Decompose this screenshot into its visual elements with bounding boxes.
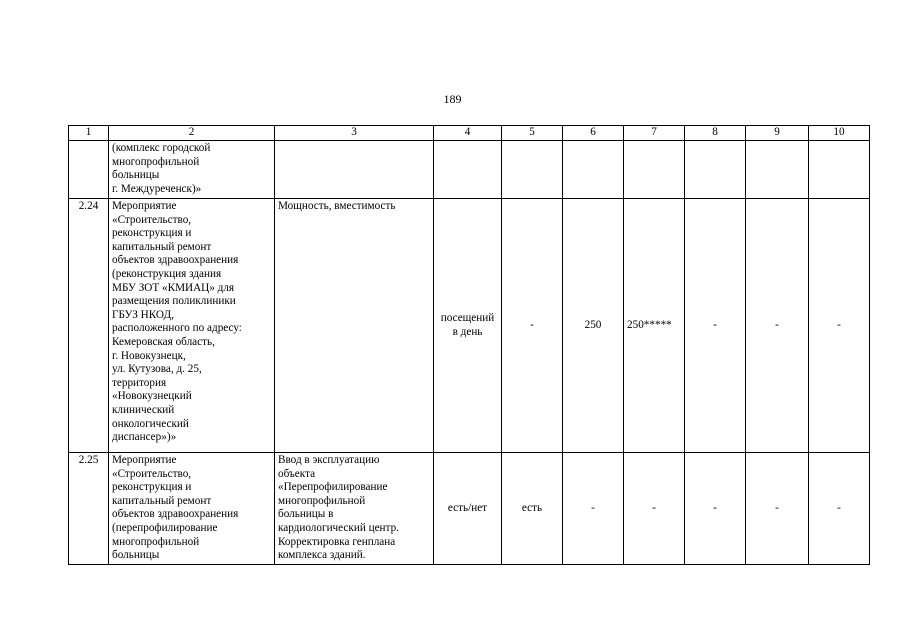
row-number: 2.24 — [69, 199, 109, 453]
value-cell — [809, 141, 870, 199]
value-cell: - — [685, 453, 746, 565]
value-cell: - — [685, 199, 746, 453]
value-cell: - — [502, 199, 563, 453]
value-cell: 250***** — [624, 199, 685, 453]
indicator-name — [275, 141, 434, 199]
indicator-name: Мощность, вместимость — [275, 199, 434, 453]
program-table — [68, 125, 870, 565]
table-row — [69, 199, 870, 453]
value-cell: - — [809, 199, 870, 453]
header-cell: 4 — [434, 126, 502, 141]
header-cell: 1 — [69, 126, 109, 141]
value-cell: 250 — [563, 199, 624, 453]
measure-name: Мероприятие «Строительство, реконструкция и капитальный ремонт объектов здравоохранения (реконструкция здания МБУ ЗОТ «КМИАЦ» для размещения поликлиники ГБУЗ НКОД, расположенного по адресу: Кемеровская область, г. Новокузнецк, ул. Кутузова, д. 25, территория «Новокузнецкий клинический онкологический диспансер»)» — [109, 199, 275, 453]
row-number: 2.25 — [69, 453, 109, 565]
header-cell: 5 — [502, 126, 563, 141]
value-cell — [624, 141, 685, 199]
page-number: 189 — [443, 92, 462, 106]
row-number — [69, 141, 109, 199]
unit-cell: посещений в день — [434, 199, 502, 453]
value-cell — [685, 141, 746, 199]
measure-name: (комплекс городской многопрофильной больницы г. Междуреченск)» — [109, 141, 275, 199]
value-cell: - — [746, 199, 809, 453]
table-header-row — [69, 126, 870, 141]
value-cell — [746, 141, 809, 199]
header-cell: 3 — [275, 126, 434, 141]
unit-cell: есть/нет — [434, 453, 502, 565]
header-cell: 7 — [624, 126, 685, 141]
table-row — [69, 141, 870, 199]
indicator-name: Ввод в эксплуатацию объекта «Перепрофилирование многопрофильной больницы в кардиологический центр. Корректировка генплана комплекса зданий. — [275, 453, 434, 565]
value-cell: - — [746, 453, 809, 565]
value-cell — [563, 141, 624, 199]
header-cell: 10 — [809, 126, 870, 141]
header-cell: 2 — [109, 126, 275, 141]
header-cell: 9 — [746, 126, 809, 141]
header-cell: 6 — [563, 126, 624, 141]
value-cell: - — [624, 453, 685, 565]
table-row — [69, 453, 870, 565]
value-cell: - — [563, 453, 624, 565]
value-cell: есть — [502, 453, 563, 565]
value-cell: - — [809, 453, 870, 565]
unit-cell — [434, 141, 502, 199]
measure-name: Мероприятие «Строительство, реконструкция и капитальный ремонт объектов здравоохранения (перепрофилирование многопрофильной больницы — [109, 453, 275, 565]
header-cell: 8 — [685, 126, 746, 141]
value-cell — [502, 141, 563, 199]
